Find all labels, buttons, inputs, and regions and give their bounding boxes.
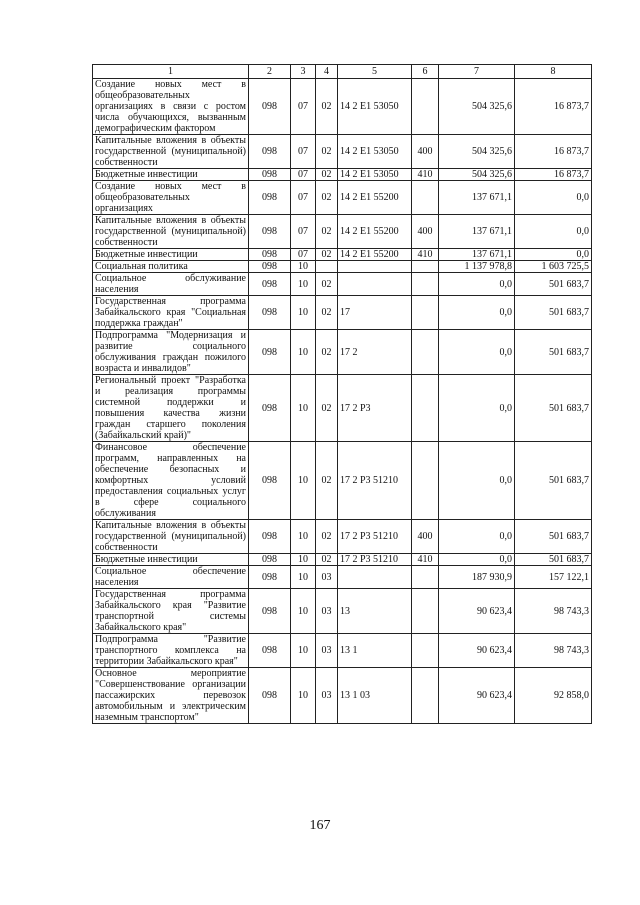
row-c2-cell: 098 (249, 249, 291, 261)
row-c3-cell: 07 (291, 169, 316, 181)
row-c4-cell: 02 (316, 554, 338, 566)
row-c5-cell: 14 2 E1 53050 (338, 79, 412, 135)
row-c5-cell: 14 2 E1 55200 (338, 249, 412, 261)
row-c2-cell: 098 (249, 566, 291, 589)
row-c4-cell (316, 261, 338, 273)
row-c6-cell (412, 79, 439, 135)
row-c5-cell: 13 (338, 589, 412, 634)
row-c2-cell: 098 (249, 520, 291, 554)
row-c2-cell: 098 (249, 273, 291, 296)
row-c3-cell: 10 (291, 634, 316, 668)
row-name-cell: Капитальные вложения в объекты государственной (муниципальной) собственности (93, 135, 249, 169)
row-c6-cell: 400 (412, 520, 439, 554)
row-c8-cell: 0,0 (515, 249, 592, 261)
row-name-cell: Социальная политика (93, 261, 249, 273)
table-row (93, 634, 592, 668)
column-header: 8 (515, 65, 592, 79)
row-c8-cell: 98 743,3 (515, 589, 592, 634)
row-c8-cell: 16 873,7 (515, 79, 592, 135)
row-c4-cell: 03 (316, 589, 338, 634)
row-c8-cell: 501 683,7 (515, 520, 592, 554)
row-c3-cell: 10 (291, 375, 316, 442)
table-row (93, 330, 592, 375)
row-c6-cell: 410 (412, 554, 439, 566)
row-c3-cell: 07 (291, 249, 316, 261)
row-name-cell: Бюджетные инвестиции (93, 169, 249, 181)
column-header: 3 (291, 65, 316, 79)
row-c7-cell: 504 325,6 (439, 135, 515, 169)
row-c6-cell (412, 181, 439, 215)
row-name-cell: Социальное обеспечение населения (93, 566, 249, 589)
row-c6-cell: 410 (412, 169, 439, 181)
row-name-cell: Государственная программа Забайкальского края "Развитие транспортной системы Забайкальского края" (93, 589, 249, 634)
table-row (93, 135, 592, 169)
row-c4-cell: 02 (316, 79, 338, 135)
row-c7-cell: 0,0 (439, 520, 515, 554)
table-row (93, 261, 592, 273)
row-c6-cell (412, 273, 439, 296)
row-c3-cell: 10 (291, 442, 316, 520)
row-c8-cell: 92 858,0 (515, 668, 592, 724)
row-c5-cell: 17 2 P3 (338, 375, 412, 442)
row-c3-cell: 10 (291, 273, 316, 296)
table-row (93, 181, 592, 215)
table-row (93, 520, 592, 554)
column-header: 1 (93, 65, 249, 79)
row-c6-cell (412, 634, 439, 668)
row-c7-cell: 1 137 978,8 (439, 261, 515, 273)
table-row (93, 296, 592, 330)
row-c5-cell: 17 (338, 296, 412, 330)
row-c7-cell: 0,0 (439, 273, 515, 296)
row-c7-cell: 137 671,1 (439, 181, 515, 215)
row-c2-cell: 098 (249, 330, 291, 375)
page-number: 167 (309, 818, 331, 833)
row-c6-cell (412, 566, 439, 589)
row-c4-cell: 02 (316, 135, 338, 169)
row-name-cell: Создание новых мест в общеобразовательных организациях в связи с ростом числа обучающихся, вызванным демографическим фактором (93, 79, 249, 135)
row-c3-cell: 10 (291, 296, 316, 330)
table-row (93, 215, 592, 249)
row-c4-cell: 03 (316, 668, 338, 724)
row-c5-cell (338, 261, 412, 273)
row-c2-cell: 098 (249, 261, 291, 273)
table-row (93, 79, 592, 135)
row-c5-cell: 14 2 E1 55200 (338, 215, 412, 249)
table-row (93, 668, 592, 724)
row-c4-cell: 02 (316, 375, 338, 442)
column-header: 5 (338, 65, 412, 79)
row-c5-cell: 14 2 E1 55200 (338, 181, 412, 215)
row-c8-cell: 501 683,7 (515, 273, 592, 296)
row-name-cell: Подпрограмма "Модернизация и развитие социального обслуживания граждан пожилого возраста и инвалидов" (93, 330, 249, 375)
row-c6-cell: 400 (412, 135, 439, 169)
row-c2-cell: 098 (249, 442, 291, 520)
row-c4-cell: 03 (316, 634, 338, 668)
row-c2-cell: 098 (249, 634, 291, 668)
row-c2-cell: 098 (249, 589, 291, 634)
row-c5-cell: 14 2 E1 53050 (338, 169, 412, 181)
row-c4-cell: 02 (316, 273, 338, 296)
row-c3-cell: 10 (291, 520, 316, 554)
row-c7-cell: 0,0 (439, 296, 515, 330)
row-c5-cell: 17 2 P3 51210 (338, 554, 412, 566)
row-c3-cell: 10 (291, 261, 316, 273)
row-c7-cell: 0,0 (439, 442, 515, 520)
row-c7-cell: 137 671,1 (439, 215, 515, 249)
table-row (93, 442, 592, 520)
row-c5-cell: 13 1 03 (338, 668, 412, 724)
row-c5-cell (338, 566, 412, 589)
row-c2-cell: 098 (249, 375, 291, 442)
row-c6-cell: 410 (412, 249, 439, 261)
row-name-cell: Основное мероприятие "Совершенствование организации пассажирских перевозок автомобильным и электрическим наземным транспортом" (93, 668, 249, 724)
row-c2-cell: 098 (249, 215, 291, 249)
row-c8-cell: 501 683,7 (515, 375, 592, 442)
table-row (93, 169, 592, 181)
column-header: 4 (316, 65, 338, 79)
row-c6-cell: 400 (412, 215, 439, 249)
row-c6-cell (412, 375, 439, 442)
table-row (93, 273, 592, 296)
table-row (93, 589, 592, 634)
row-c4-cell: 02 (316, 442, 338, 520)
row-name-cell: Создание новых мест в общеобразовательных организациях (93, 181, 249, 215)
row-c5-cell: 14 2 E1 53050 (338, 135, 412, 169)
row-name-cell: Капитальные вложения в объекты государственной (муниципальной) собственности (93, 520, 249, 554)
row-name-cell: Региональный проект "Разработка и реализация программы системной поддержки и повышения качества жизни граждан старшего поколения (Забайкальский край)" (93, 375, 249, 442)
row-c6-cell (412, 330, 439, 375)
row-c7-cell: 187 930,9 (439, 566, 515, 589)
row-c3-cell: 10 (291, 554, 316, 566)
row-c3-cell: 10 (291, 566, 316, 589)
row-c2-cell: 098 (249, 668, 291, 724)
row-c6-cell (412, 442, 439, 520)
column-header: 6 (412, 65, 439, 79)
row-c7-cell: 90 623,4 (439, 589, 515, 634)
table-row (93, 375, 592, 442)
row-c4-cell: 02 (316, 249, 338, 261)
row-c5-cell: 17 2 (338, 330, 412, 375)
row-c6-cell (412, 261, 439, 273)
row-c2-cell: 098 (249, 135, 291, 169)
row-name-cell: Государственная программа Забайкальского края "Социальная поддержка граждан" (93, 296, 249, 330)
row-c3-cell: 10 (291, 589, 316, 634)
row-c5-cell: 13 1 (338, 634, 412, 668)
row-c8-cell: 501 683,7 (515, 442, 592, 520)
row-c8-cell: 16 873,7 (515, 169, 592, 181)
row-c4-cell: 02 (316, 181, 338, 215)
row-c8-cell: 501 683,7 (515, 296, 592, 330)
row-c7-cell: 0,0 (439, 375, 515, 442)
row-c4-cell: 02 (316, 520, 338, 554)
row-name-cell: Капитальные вложения в объекты государственной (муниципальной) собственности (93, 215, 249, 249)
row-c4-cell: 02 (316, 330, 338, 375)
budget-table (92, 64, 592, 724)
row-c8-cell: 98 743,3 (515, 634, 592, 668)
row-c5-cell (338, 273, 412, 296)
row-name-cell: Бюджетные инвестиции (93, 249, 249, 261)
row-name-cell: Социальное обслуживание населения (93, 273, 249, 296)
row-c5-cell: 17 2 P3 51210 (338, 520, 412, 554)
row-c6-cell (412, 668, 439, 724)
row-c2-cell: 098 (249, 181, 291, 215)
row-c7-cell: 0,0 (439, 330, 515, 375)
row-c6-cell (412, 296, 439, 330)
table-row (93, 554, 592, 566)
row-c3-cell: 07 (291, 135, 316, 169)
row-c2-cell: 098 (249, 554, 291, 566)
table-header-row (93, 65, 592, 79)
row-c7-cell: 90 623,4 (439, 634, 515, 668)
row-c4-cell: 02 (316, 215, 338, 249)
row-c3-cell: 10 (291, 330, 316, 375)
row-c2-cell: 098 (249, 296, 291, 330)
row-c8-cell: 501 683,7 (515, 554, 592, 566)
row-c3-cell: 07 (291, 79, 316, 135)
row-c2-cell: 098 (249, 169, 291, 181)
row-name-cell: Бюджетные инвестиции (93, 554, 249, 566)
row-c7-cell: 504 325,6 (439, 79, 515, 135)
row-c8-cell: 1 603 725,5 (515, 261, 592, 273)
row-c3-cell: 10 (291, 668, 316, 724)
row-c6-cell (412, 589, 439, 634)
row-c7-cell: 504 325,6 (439, 169, 515, 181)
column-header: 7 (439, 65, 515, 79)
row-name-cell: Подпрограмма "Развитие транспортного комплекса на территории Забайкальского края" (93, 634, 249, 668)
row-c4-cell: 03 (316, 566, 338, 589)
table-row (93, 566, 592, 589)
row-c7-cell: 0,0 (439, 554, 515, 566)
row-c8-cell: 0,0 (515, 215, 592, 249)
row-c5-cell: 17 2 P3 51210 (338, 442, 412, 520)
column-header: 2 (249, 65, 291, 79)
row-c4-cell: 02 (316, 169, 338, 181)
row-c3-cell: 07 (291, 215, 316, 249)
row-c7-cell: 90 623,4 (439, 668, 515, 724)
row-c4-cell: 02 (316, 296, 338, 330)
row-c2-cell: 098 (249, 79, 291, 135)
table-row (93, 249, 592, 261)
row-c8-cell: 0,0 (515, 181, 592, 215)
row-name-cell: Финансовое обеспечение программ, направленных на обеспечение безопасных и комфортных условий предоставления социальных услуг в сфере социального обслуживания (93, 442, 249, 520)
row-c8-cell: 501 683,7 (515, 330, 592, 375)
row-c3-cell: 07 (291, 181, 316, 215)
row-c8-cell: 16 873,7 (515, 135, 592, 169)
row-c7-cell: 137 671,1 (439, 249, 515, 261)
row-c8-cell: 157 122,1 (515, 566, 592, 589)
